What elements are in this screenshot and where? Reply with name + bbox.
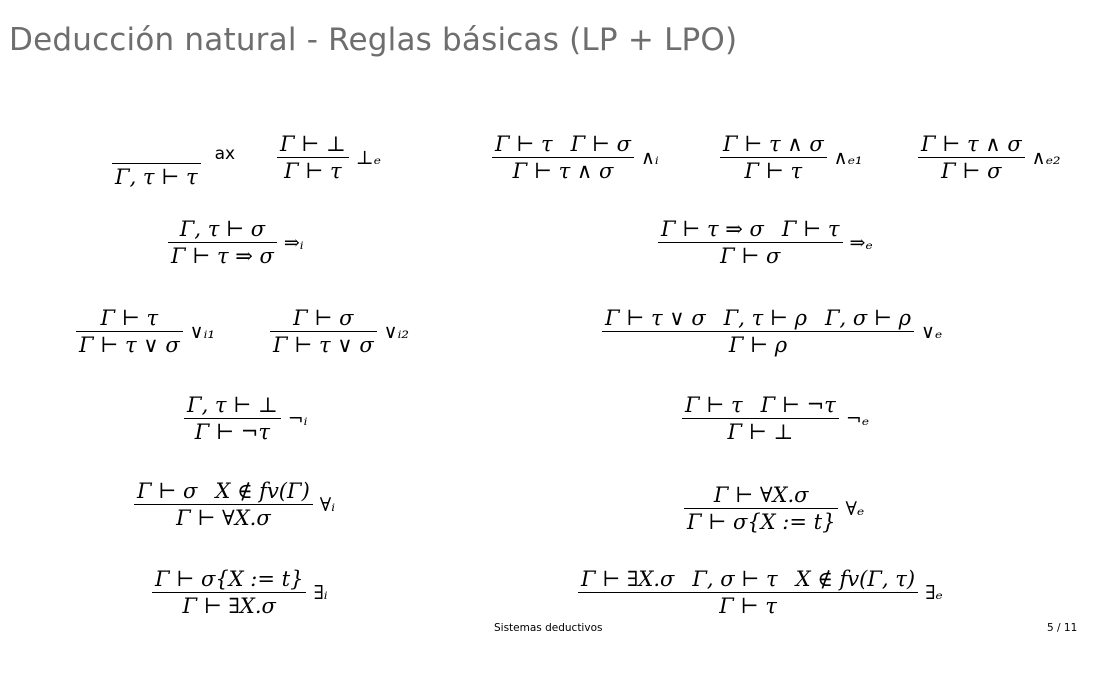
rule-name: ∨ₑ xyxy=(920,320,943,343)
conclusion: Γ ⊢ ∀X.σ xyxy=(176,506,271,530)
rule-name: ∀ₑ xyxy=(845,497,865,520)
conclusion: Γ ⊢ σ xyxy=(720,244,781,268)
conclusion: Γ ⊢ ¬τ xyxy=(194,420,270,444)
conclusion: Γ ⊢ τ ∨ σ xyxy=(79,333,180,357)
premises: Γ ⊢ ⊥ xyxy=(280,132,346,156)
rule-or-i1 xyxy=(76,305,215,358)
rule-imp-i xyxy=(168,216,304,269)
footer-section: Sistemas deductivos xyxy=(494,622,603,634)
conclusion: Γ ⊢ ⊥ xyxy=(727,420,794,444)
premises: Γ, τ ⊢ σ xyxy=(179,217,266,241)
premises: Γ, τ ⊢ ⊥ xyxy=(187,393,278,417)
conclusion: Γ ⊢ τ ⇒ σ xyxy=(171,244,274,268)
rule-and-e2 xyxy=(918,131,1061,184)
rule-name: ∃ₑ xyxy=(925,581,943,604)
rule-name: ⇒ₑ xyxy=(849,231,873,254)
conclusion: Γ ⊢ ρ xyxy=(728,333,788,357)
rule-not-i xyxy=(184,392,307,445)
rule-name: ∨ᵢ₁ xyxy=(189,320,216,343)
conclusion: Γ ⊢ τ xyxy=(719,594,777,618)
premises: Γ ⊢ ∀X.σ xyxy=(713,483,809,507)
conclusion: Γ, τ ⊢ τ xyxy=(115,165,198,189)
rule-or-e xyxy=(602,305,942,358)
rule-name: ax xyxy=(214,143,236,164)
premises: Γ ⊢ τ ⇒ σ Γ ⊢ τ xyxy=(661,217,840,241)
rule-name: ⇒ᵢ xyxy=(283,231,304,254)
premises: Γ ⊢ σ xyxy=(293,306,354,330)
premises: Γ ⊢ τ ∧ σ xyxy=(921,132,1022,156)
rule-ax xyxy=(112,137,235,190)
rule-forall-e xyxy=(684,482,864,535)
rule-name: ∧ᵢ xyxy=(640,146,659,169)
conclusion: Γ ⊢ τ ∨ σ xyxy=(273,333,374,357)
conclusion: Γ ⊢ τ xyxy=(744,159,803,183)
conclusion: Γ ⊢ σ{X := t} xyxy=(687,510,836,534)
premises: Γ ⊢ ∃X.σ Γ, σ ⊢ τ X ∉ fv(Γ, τ) xyxy=(581,567,916,591)
slide-title: Deducción natural - Reglas básicas (LP + LPO) xyxy=(9,22,738,58)
premises: Γ ⊢ τ ∨ σ Γ, τ ⊢ ρ Γ, σ ⊢ ρ xyxy=(605,306,911,330)
rule-name: ∃ᵢ xyxy=(313,581,328,604)
rule-imp-e xyxy=(658,216,873,269)
rule-name: ∧ₑ₂ xyxy=(1031,146,1061,169)
premises xyxy=(113,137,199,163)
conclusion: Γ ⊢ σ xyxy=(941,159,1002,183)
conclusion: Γ ⊢ τ xyxy=(284,159,342,183)
rule-exists-i xyxy=(152,566,328,619)
rule-bot-e xyxy=(277,131,381,184)
premises: Γ ⊢ τ ∧ σ xyxy=(723,132,824,156)
rule-name: ∧ₑ₁ xyxy=(833,146,863,169)
rule-name: ¬ᵢ xyxy=(287,407,308,430)
rule-forall-i xyxy=(134,478,335,531)
conclusion: Γ ⊢ ∃X.σ xyxy=(182,594,276,618)
premises: Γ ⊢ σ X ∉ fv(Γ) xyxy=(137,479,310,503)
rule-and-i xyxy=(492,131,659,184)
rule-exists-e xyxy=(578,566,943,619)
rule-name: ∨ᵢ₂ xyxy=(383,320,410,343)
rule-not-e xyxy=(682,392,869,445)
premises: Γ ⊢ τ Γ ⊢ σ xyxy=(495,132,631,156)
page-number: 5 / 11 xyxy=(1047,622,1078,634)
premises: Γ ⊢ τ xyxy=(100,306,159,330)
rule-and-e1 xyxy=(720,131,863,184)
rule-name: ⊥ₑ xyxy=(355,146,381,169)
premises: Γ ⊢ τ Γ ⊢ ¬τ xyxy=(685,393,836,417)
rule-name: ¬ₑ xyxy=(845,407,870,430)
conclusion: Γ ⊢ τ ∧ σ xyxy=(512,159,614,183)
rule-or-i2 xyxy=(270,305,409,358)
premises: Γ ⊢ σ{X := t} xyxy=(155,567,304,591)
rule-name: ∀ᵢ xyxy=(319,493,336,516)
